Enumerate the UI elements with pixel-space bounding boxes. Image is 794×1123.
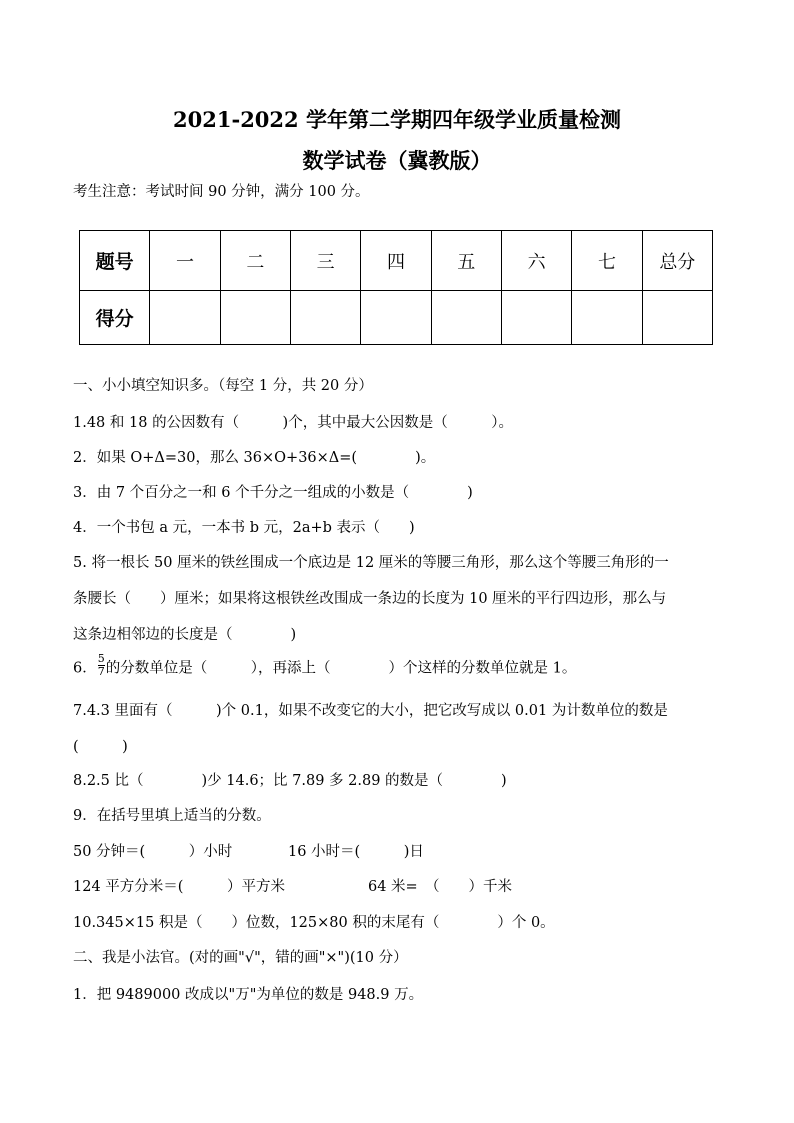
- section2-question-1: 1．把 9489000 改成以"万"为单位的数是 948.9 万。: [73, 987, 424, 1003]
- score-cell[interactable]: [501, 291, 571, 345]
- score-header-label: 题号: [80, 231, 150, 291]
- question-9-b1: 124 平方分米＝( ）平方米: [73, 879, 285, 895]
- exam-title-line2: 数学试卷（冀教版）: [302, 148, 492, 173]
- question-3: 3．由 7 个百分之一和 6 个千分之一组成的小数是（ ): [73, 485, 473, 501]
- question-6-prefix: 6．: [73, 660, 97, 677]
- question-2: 2．如果 O+Δ=30，那么 36×O+36×Δ=( )。: [73, 450, 436, 466]
- question-9-a2: 16 小时＝( )日: [288, 844, 424, 860]
- question-5-line3: 这条边相邻边的长度是（ ): [73, 627, 297, 643]
- score-table-header-row: [80, 231, 713, 291]
- question-7-line2: ( ): [73, 739, 128, 755]
- question-4: 4．一个书包 a 元，一本书 b 元，2a+b 表示（ ): [73, 520, 415, 536]
- score-cell[interactable]: [220, 291, 290, 345]
- question-6-suffix: 的分数单位是（ ），再添上（ ）个这样的分数单位就是 1。: [105, 660, 577, 677]
- fraction-numerator: 5: [97, 652, 105, 665]
- question-5-line1: 5. 将一根长 50 厘米的铁丝围成一个底边是 12 厘米的等腰三角形，那么这个等腰三角形的一: [73, 555, 669, 571]
- question-5-line2: 条腰长（ ）厘米；如果将这根铁丝改围成一条边的长度为 10 厘米的平行四边形，那么与: [73, 591, 667, 607]
- fraction-denominator: 7: [97, 665, 105, 678]
- question-1: 1.48 和 18 的公因数有（ )个，其中最大公因数是（ ）。: [73, 415, 513, 431]
- score-header-cell: 七: [572, 231, 642, 291]
- question-9-a1: 50 分钟＝( ）小时: [73, 844, 233, 860]
- question-9-b2: 64 米= （ ）千米: [368, 879, 512, 895]
- score-header-cell: 四: [361, 231, 431, 291]
- score-header-cell: 三: [290, 231, 360, 291]
- question-8: 8.2.5 比（ )少 14.6；比 7.89 多 2.89 的数是（ ): [73, 773, 507, 789]
- question-6: [73, 652, 577, 681]
- fraction: [98, 653, 105, 678]
- score-cell[interactable]: [642, 291, 712, 345]
- score-cell[interactable]: [361, 291, 431, 345]
- question-10: 10.345×15 积是（ ）位数，125×80 积的末尾有（ ）个 0。: [73, 915, 555, 931]
- score-cell[interactable]: [150, 291, 220, 345]
- section2-heading: 二、我是小法官。(对的画"√"，错的画"×")(10 分）: [73, 950, 408, 966]
- score-table-score-row: [80, 291, 713, 345]
- score-header-cell: 总分: [642, 231, 712, 291]
- exam-notice: 考生注意：考试时间 90 分钟，满分 100 分。: [73, 184, 370, 200]
- exam-title-line1: 2021-2022 学年第二学期四年级学业质量检测: [173, 107, 621, 132]
- score-row-label: 得分: [80, 291, 150, 345]
- score-cell[interactable]: [431, 291, 501, 345]
- score-header-cell: 二: [220, 231, 290, 291]
- score-header-cell: 一: [150, 231, 220, 291]
- question-9: 9．在括号里填上适当的分数。: [73, 808, 271, 824]
- score-cell[interactable]: [290, 291, 360, 345]
- score-table: [79, 230, 713, 345]
- score-cell[interactable]: [572, 291, 642, 345]
- section1-heading: 一、小小填空知识多。（每空 1 分，共 20 分）: [73, 378, 373, 394]
- question-7-line1: 7.4.3 里面有（ )个 0.1，如果不改变它的大小，把它改写成以 0.01 为计数单位的数是: [73, 703, 668, 719]
- score-header-cell: 六: [501, 231, 571, 291]
- score-header-cell: 五: [431, 231, 501, 291]
